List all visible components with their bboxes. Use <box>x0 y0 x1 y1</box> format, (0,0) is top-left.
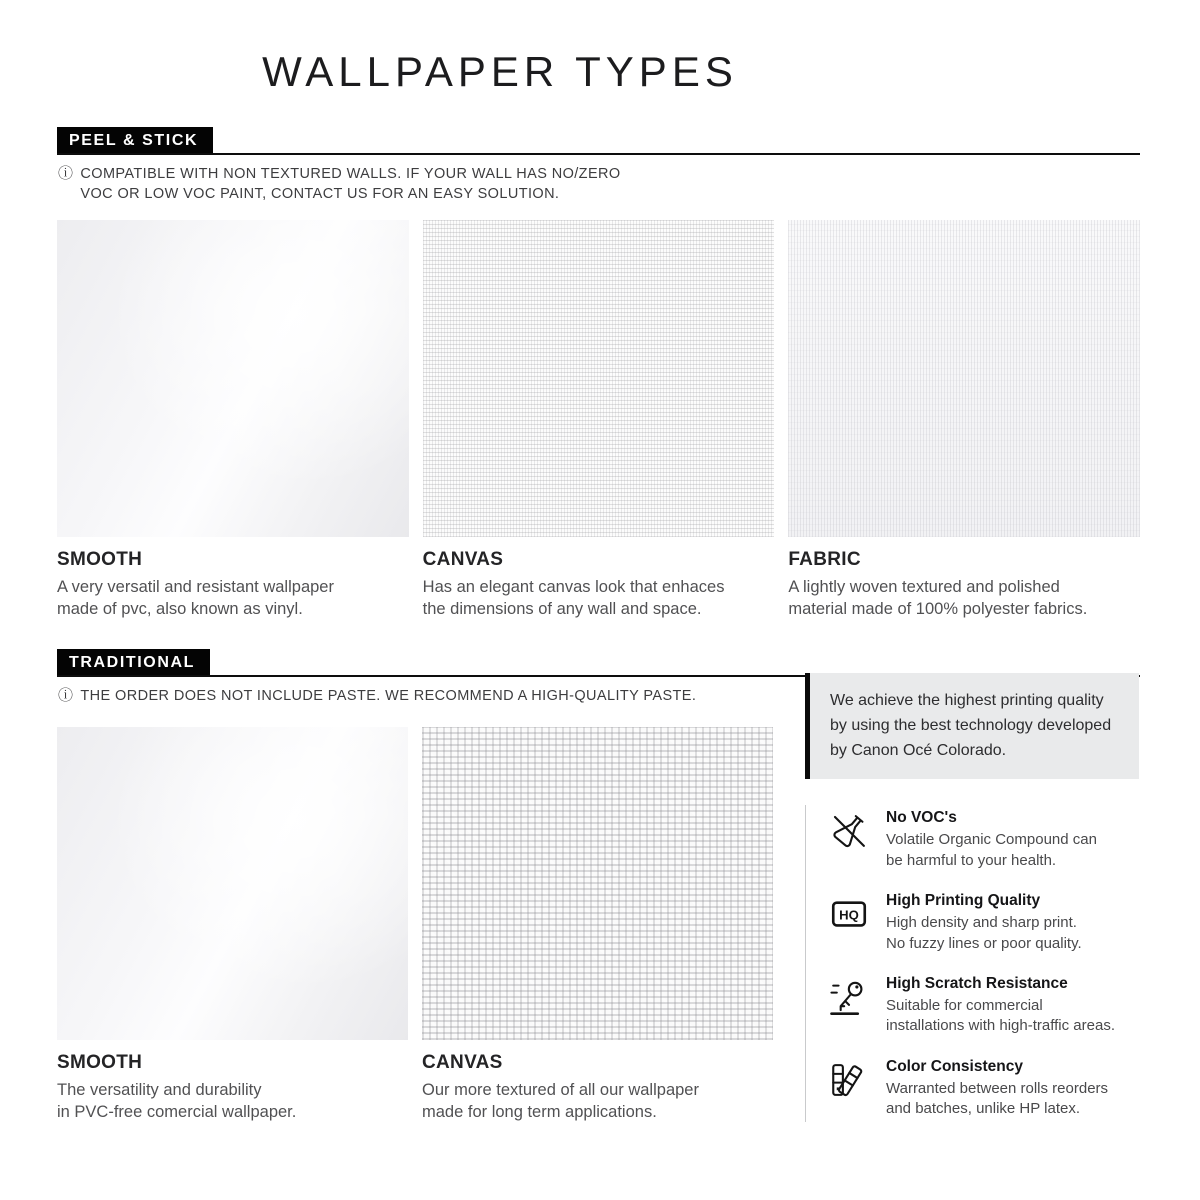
no-voc-flask-icon <box>828 810 870 852</box>
canvas-texture-swatch <box>423 220 775 537</box>
swatch-card-smooth-bottom <box>57 727 408 1124</box>
traditional-swatch-row <box>57 727 773 1124</box>
swatch-card-canvas-top <box>423 220 775 621</box>
feature-description: Suitable for commercial installations with high-traffic areas. <box>886 996 1115 1035</box>
features-list <box>805 805 1139 1121</box>
canvas-texture-swatch <box>422 727 773 1040</box>
page-title: WALLPAPER TYPES <box>262 48 738 95</box>
swatch-description: The versatility and durability in PVC-free comercial wallpaper. <box>57 1081 297 1121</box>
smooth-texture-swatch <box>57 220 409 537</box>
swatch-description: A very versatil and resistant wallpaper made of pvc, also known as vinyl. <box>57 578 334 618</box>
swatch-label: FABRIC <box>788 549 861 570</box>
feature-title: No VOC's <box>886 809 957 827</box>
smooth-texture-swatch <box>57 727 408 1040</box>
swatch-label: CANVAS <box>422 1052 503 1073</box>
peel-stick-swatch-row <box>57 220 1140 621</box>
feature-color-consistency <box>828 1058 1139 1120</box>
swatch-card-fabric-top <box>788 220 1140 621</box>
feature-text <box>886 975 1115 1037</box>
feature-title: Color Consistency <box>886 1057 1023 1075</box>
feature-high-scratch-resistance <box>828 975 1139 1037</box>
quote-box <box>805 673 1139 779</box>
swatch-label: SMOOTH <box>57 549 143 570</box>
hq-badge-icon <box>828 893 870 935</box>
swatch-label: SMOOTH <box>57 1052 143 1073</box>
feature-no-vocs <box>828 809 1139 871</box>
section-tag-peel-stick: PEEL & STICK <box>57 127 213 153</box>
swatch-description: A lightly woven textured and polished material made of 100% polyester fabrics. <box>788 578 1088 618</box>
feature-title: High Printing Quality <box>886 892 1041 910</box>
traditional-note <box>58 686 696 706</box>
feature-title: High Scratch Resistance <box>886 974 1068 992</box>
key-scratch-icon <box>828 976 870 1018</box>
feature-text <box>886 1058 1108 1120</box>
feature-description: Volatile Organic Compound can be harmful to your health. <box>886 831 1097 869</box>
peel-stick-note-text: COMPATIBLE WITH NON TEXTURED WALLS. IF YOUR WALL HAS NO/ZERO VOC OR LOW VOC PAINT, CONTACT US FOR AN EASY SOLUTION. <box>80 166 621 203</box>
peel-stick-note <box>58 164 621 205</box>
swatch-card-canvas-bottom <box>422 727 773 1124</box>
swatch-description: Our more textured of all our wallpaper made for long term applications. <box>422 1081 699 1121</box>
feature-text <box>886 809 1097 871</box>
section-tag-traditional: TRADITIONAL <box>57 649 210 675</box>
feature-description: High density and sharp print. No fuzzy lines or poor quality. <box>886 914 1082 952</box>
feature-high-printing-quality <box>828 892 1139 954</box>
info-icon: ⓘ <box>58 687 74 704</box>
info-icon: ⓘ <box>58 165 74 182</box>
traditional-note-text: THE ORDER DOES NOT INCLUDE PASTE. WE RECOMMEND A HIGH-QUALITY PASTE. <box>80 688 697 704</box>
quote-text: We achieve the highest printing quality by using the best technology developed by Canon Océ Colorado. <box>830 692 1112 759</box>
feature-description: Warranted between rolls reorders and batches, unlike HP latex. <box>886 1079 1109 1118</box>
svg-text:HQ: HQ <box>839 907 859 923</box>
fabric-texture-swatch <box>788 220 1140 537</box>
section-header-peel-stick <box>57 127 1140 155</box>
swatch-label: CANVAS <box>422 549 504 570</box>
feature-text <box>886 892 1082 954</box>
swatch-description: Has an elegant canvas look that enhaces the dimensions of any wall and space. <box>422 578 725 618</box>
right-column <box>805 673 1139 1122</box>
swatch-card-smooth-top <box>57 220 409 621</box>
color-swatches-icon <box>828 1059 870 1101</box>
